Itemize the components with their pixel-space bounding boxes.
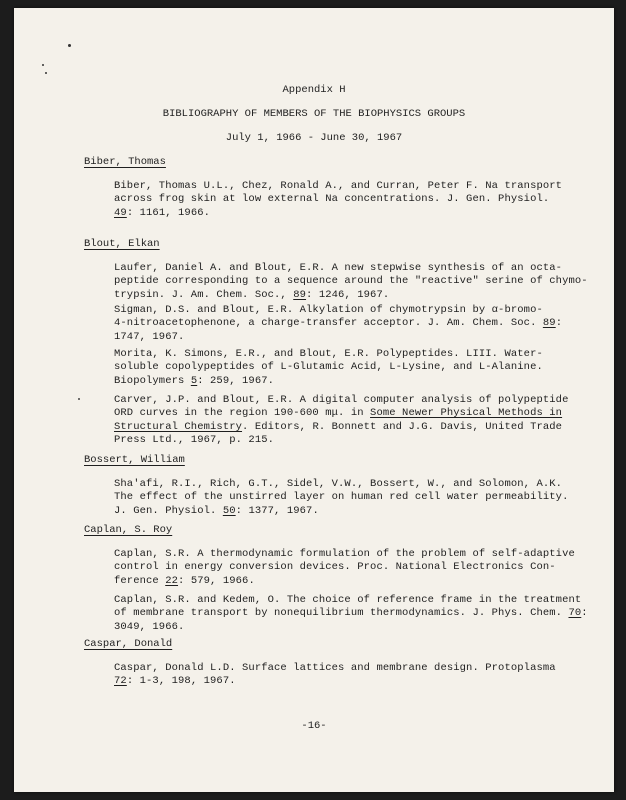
entry-citation: 4-nitroacetophenone, a charge-transfer acceptor. J. Am. Chem. Soc.: [114, 317, 543, 330]
entry-line: peptide corresponding to a sequence around the "reactive" serine of chymo-: [114, 275, 588, 288]
page-number: -16-: [301, 720, 327, 732]
entry-citation: :: [581, 607, 588, 620]
entry-citation: Biopolymers: [114, 374, 191, 387]
entry-line: [114, 675, 534, 688]
volume-number: 49: [114, 206, 127, 219]
entry-line: [114, 317, 563, 330]
entry-line: 3049, 1966.: [114, 620, 185, 633]
entry-citation: . Editors, R. Bonnett and J.G. Davis, United Trade: [242, 420, 563, 433]
bibliography-entry: [114, 478, 569, 518]
scan-speck: [45, 72, 47, 74]
entry-line: [114, 505, 534, 518]
entry-line: [114, 207, 534, 220]
author-heading-caplan: Caplan, S. Roy: [84, 524, 173, 536]
date-range: July 1, 1966 - June 30, 1967: [225, 132, 403, 144]
author-heading-bossert: Bossert, William: [84, 454, 185, 466]
entry-line: 1747, 1967.: [114, 330, 185, 343]
scan-speck: [68, 44, 71, 47]
entry-line: Caspar, Donald L.D. Surface lattices and membrane design. Protoplasma: [114, 662, 556, 674]
entry-citation: of membrane transport by nonequilibrium thermodynamics. J. Phys. Chem.: [114, 607, 569, 620]
bibliography-entry: [114, 304, 563, 344]
volume-number: 89: [293, 288, 307, 301]
entry-line: Press Ltd., 1967, p. 215.: [114, 434, 275, 447]
entry-citation: : 1377, 1967.: [235, 504, 319, 517]
volume-number: 89: [542, 317, 556, 330]
page-title: BIBLIOGRAPHY OF MEMBERS OF THE BIOPHYSICS GROUPS: [162, 108, 466, 120]
volume-number: 5: [190, 374, 198, 387]
entry-line: [114, 575, 534, 588]
author-heading-caspar: Caspar, Donald: [84, 638, 173, 650]
entry-line: Caplan, S.R. A thermodynamic formulation of the problem of self-adaptive: [114, 548, 575, 560]
bibliography-entry: [114, 594, 588, 634]
entry-line: Carver, J.P. and Blout, E.R. A digital computer analysis of polypeptide: [114, 394, 569, 406]
entry-line: Caplan, S.R. and Kedem, O. The choice of reference frame in the treatment: [114, 594, 582, 606]
bibliography-entry: [114, 180, 563, 220]
entry-line: Sha'afi, R.I., Rich, G.T., Sidel, V.W., Bossert, W., and Solomon, A.K.: [114, 478, 563, 490]
author-heading-blout: Blout, Elkan: [84, 238, 160, 250]
bibliography-entry: [114, 394, 569, 448]
book-title: Structural Chemistry: [114, 420, 243, 433]
volume-number: 50: [222, 504, 236, 517]
entry-line: [114, 289, 534, 302]
entry-citation: : 1246, 1967.: [306, 288, 390, 301]
entry-line: [114, 407, 563, 420]
author-heading-biber: Biber, Thomas: [84, 156, 166, 168]
appendix-label: Appendix H: [282, 84, 346, 96]
entry-line: control in energy conversion devices. Proc. National Electronics Con-: [114, 561, 556, 574]
entry-line: soluble copolypeptides of L-Glutamic Acid, L-Lysine, and L-Alanine.: [114, 361, 543, 374]
entry-line: [114, 420, 563, 434]
entry-line: [114, 375, 534, 388]
volume-number: 72: [114, 675, 127, 688]
volume-number: 70: [568, 607, 582, 620]
entry-line: Sigman, D.S. and Blout, E.R. Alkylation of chymotrypsin by α-bromo-: [114, 304, 543, 316]
entry-line: Laufer, Daniel A. and Blout, E.R. A new stepwise synthesis of an octa-: [114, 262, 563, 274]
bibliography-entry: [114, 548, 575, 588]
entry-citation: J. Gen. Physiol.: [114, 504, 223, 517]
document-page: [14, 8, 614, 792]
entry-line: [114, 607, 588, 620]
entry-citation: : 579, 1966.: [178, 574, 255, 587]
entry-citation: :: [555, 317, 563, 330]
volume-number: 22: [165, 574, 179, 587]
scan-speck: [42, 64, 44, 66]
entry-citation: ORD curves in the region 190-600 mμ. in: [114, 407, 371, 420]
entry-citation: : 259, 1967.: [197, 374, 275, 387]
entry-line: Morita, K. Simons, E.R., and Blout, E.R. Polypeptides. LIII. Water-: [114, 348, 543, 360]
entry-line: The effect of the unstirred layer on human red cell water permeability.: [114, 491, 569, 504]
entry-line: across frog skin at low external Na concentrations. J. Gen. Physiol.: [114, 193, 550, 206]
book-title: Some Newer Physical Methods in: [370, 407, 563, 420]
entry-line: Biber, Thomas U.L., Chez, Ronald A., and Curran, Peter F. Na transport: [114, 180, 563, 192]
entry-citation: ference: [114, 574, 166, 587]
entry-citation: : 1161, 1966.: [126, 206, 211, 219]
margin-mark: [78, 398, 80, 400]
bibliography-entry: [114, 348, 543, 388]
entry-citation: trypsin. J. Am. Chem. Soc.,: [114, 288, 294, 301]
bibliography-entry: [114, 662, 556, 689]
entry-citation: : 1-3, 198, 1967.: [126, 675, 236, 688]
bibliography-entry: [114, 262, 588, 302]
